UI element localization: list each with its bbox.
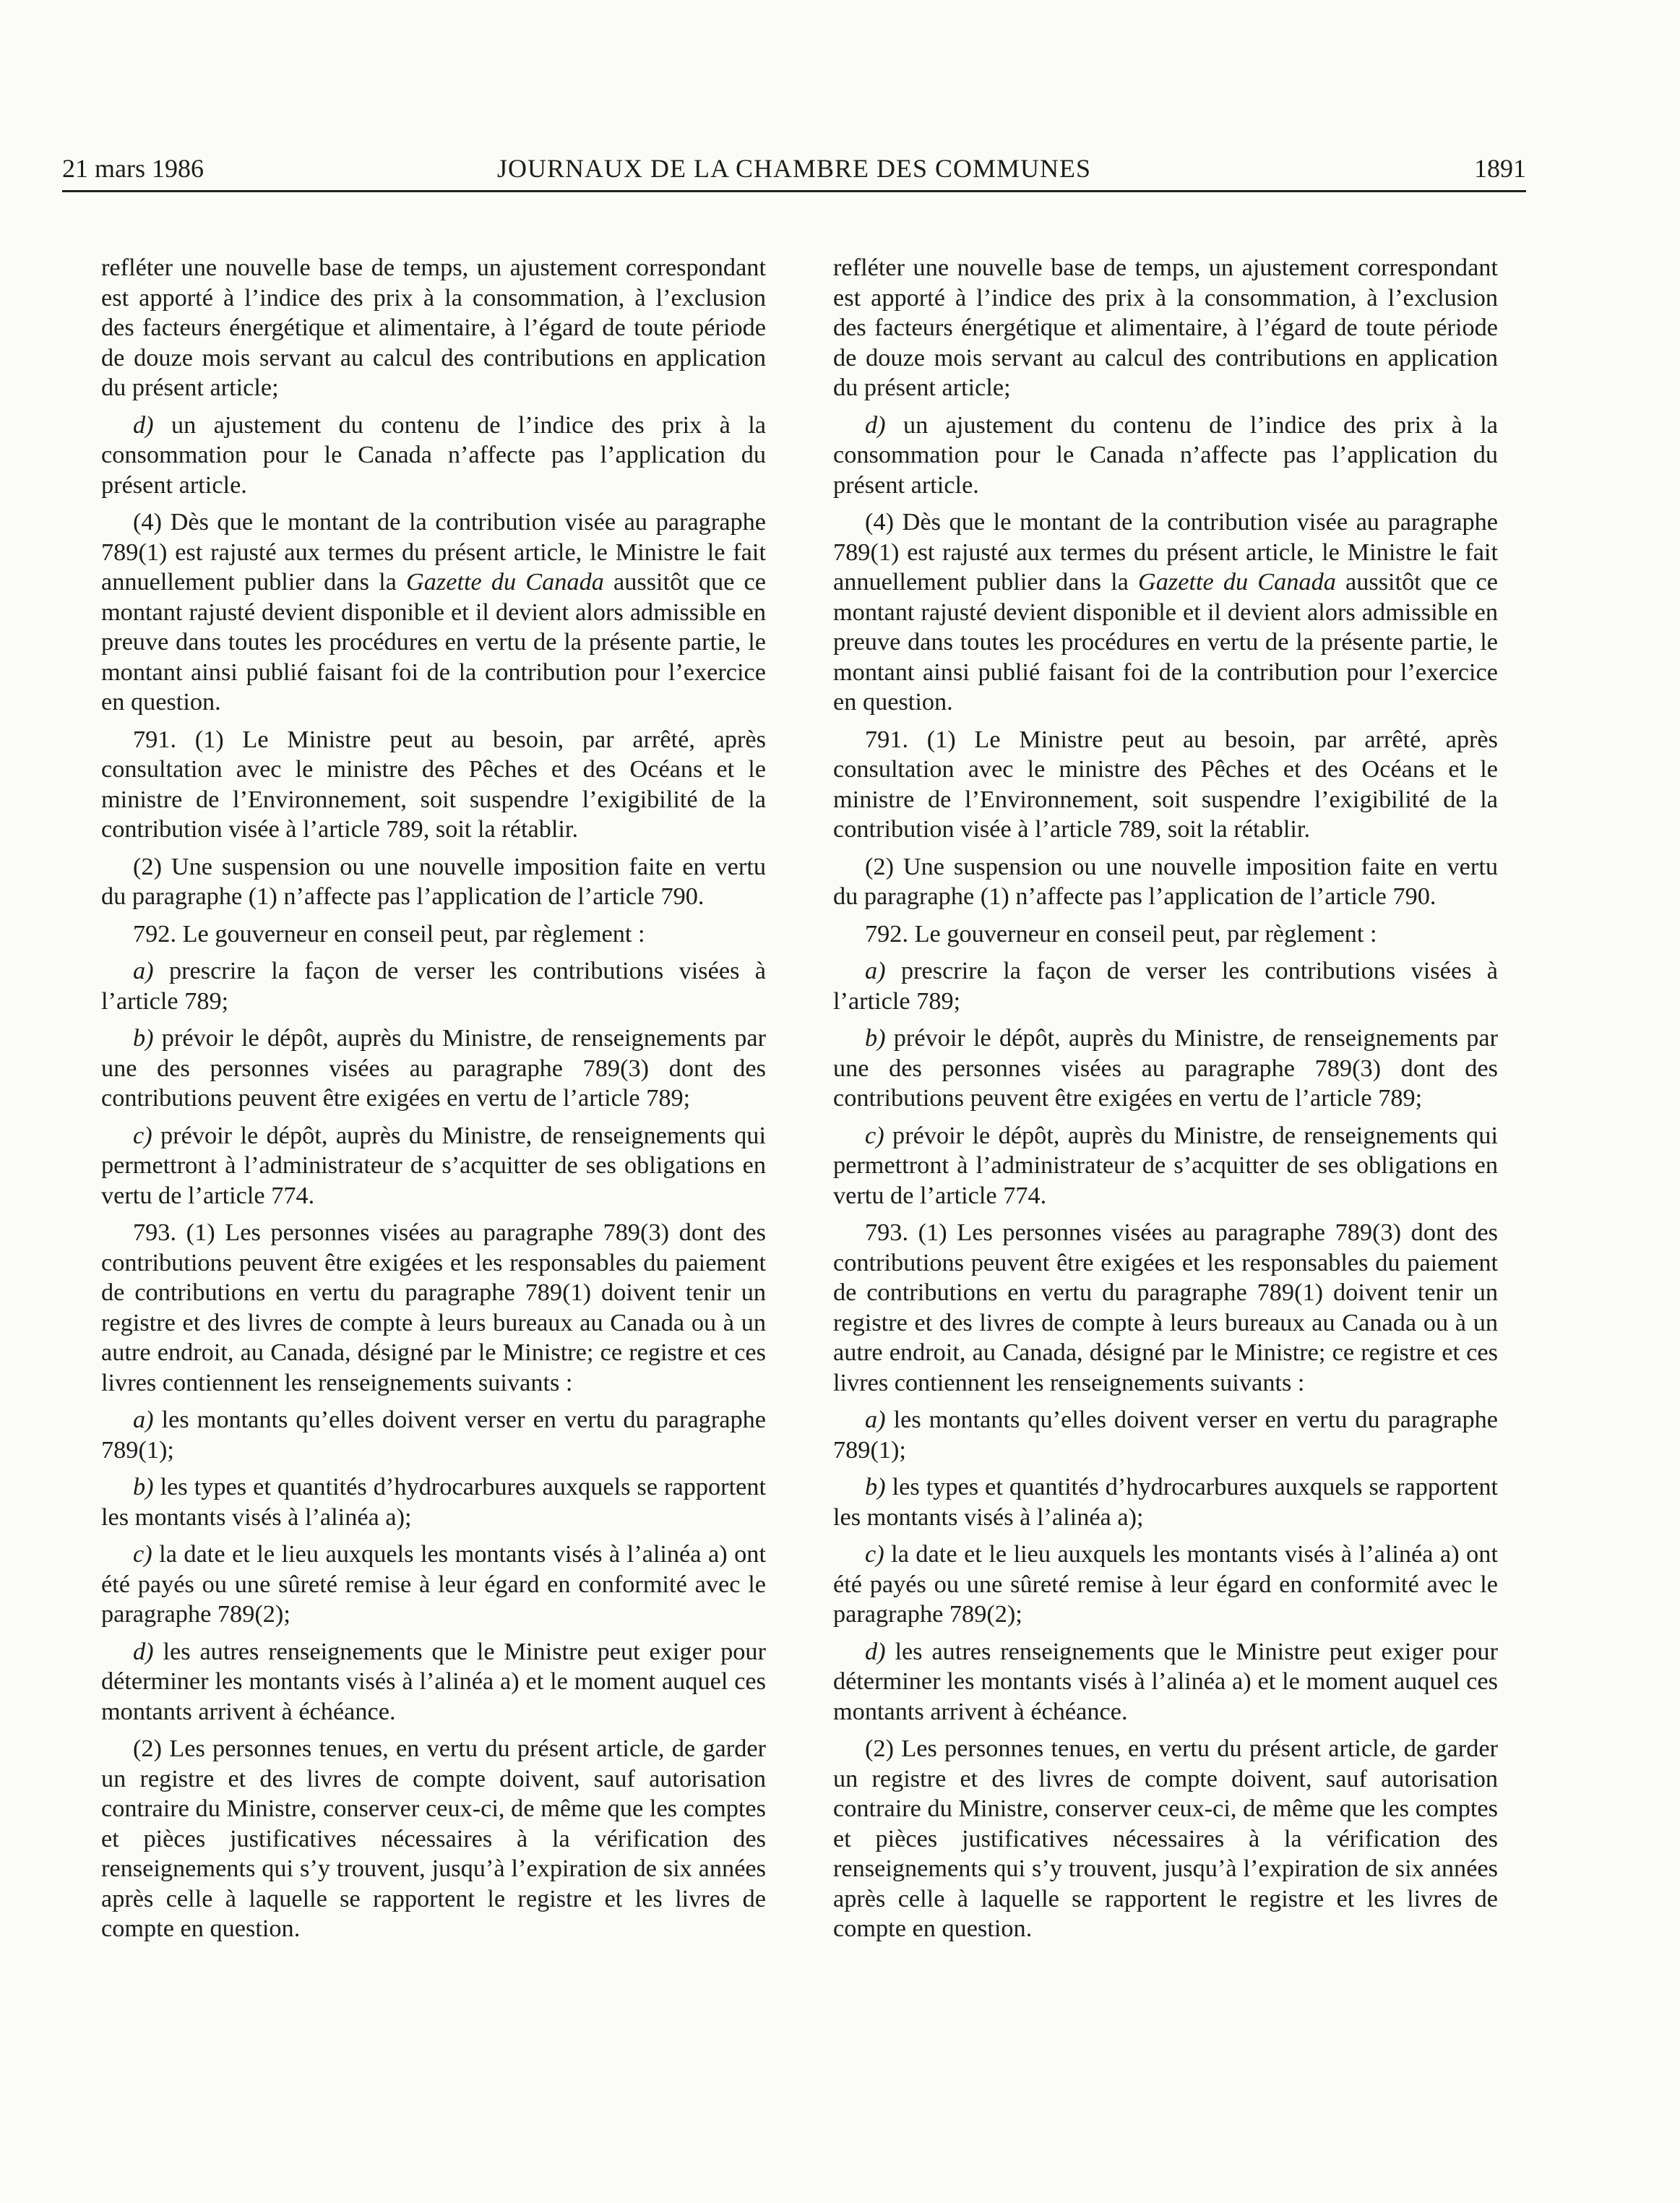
- italic-text: Gazette du Canada: [405, 568, 604, 596]
- paragraph: [101, 1734, 766, 1944]
- right-column: [833, 253, 1498, 1951]
- left-column: [101, 253, 766, 1951]
- paragraph-text-continued: prévoir le dépôt, auprès du Ministre, de renseignements par une des personnes visées au paragraphe 789(3) dont des contributions peuvent être exigées en vertu de l’article 789;: [101, 1024, 766, 1112]
- paragraph: [833, 919, 1498, 950]
- paragraph: [833, 1405, 1498, 1465]
- paragraph-text: (2) Les personnes tenues, en vertu du présent article, de garder un registre et des livres de compte doivent, sauf autorisation contraire du Ministre, conserver ceux-ci, de même que les comptes et pièces justificatives nécessaires à la vérification des renseignements qui s’y trouvent, jusqu’à l’expiration de six années après celle à laquelle se rapportent le registre et les livres de compte en question.: [833, 1735, 1498, 1942]
- paragraph-text-continued: les types et quantités d’hydrocarbures auxquels se rapportent les montants visés à l’alinéa a);: [101, 1473, 766, 1531]
- paragraph-text-continued: la date et le lieu auxquels les montants visés à l’alinéa a) ont été payés ou une sûreté remise à leur égard en conformité avec le paragraphe 789(2);: [833, 1540, 1498, 1628]
- paragraph-text: (4) Dès que le montant de la contribution visée au paragraphe 789(1) est rajusté aux termes du présent article, le Ministre le fait annuellement publier dans la: [833, 508, 1498, 596]
- paragraph: [833, 1218, 1498, 1398]
- paragraph: [101, 411, 766, 501]
- italic-text: a): [133, 957, 154, 984]
- paragraph: [833, 1023, 1498, 1114]
- italic-text: a): [865, 957, 886, 984]
- paragraph: [833, 1637, 1498, 1727]
- header-date: 21 mars 1986: [62, 154, 204, 183]
- paragraph: [833, 411, 1498, 501]
- italic-text: d): [133, 411, 154, 439]
- paragraph: [833, 852, 1498, 912]
- paragraph-text: (2) Une suspension ou une nouvelle imposition faite en vertu du paragraphe (1) n’affecte pas l’application de l’article 790.: [833, 852, 1498, 910]
- paragraph-text-continued: prévoir le dépôt, auprès du Ministre, de renseignements qui permettront à l’administrateur de s’acquitter de ses obligations en vertu de l’article 774.: [101, 1121, 766, 1209]
- paragraph-text: (2) Les personnes tenues, en vertu du présent article, de garder un registre et des livres de compte doivent, sauf autorisation contraire du Ministre, conserver ceux-ci, de même que les comptes et pièces justificatives nécessaires à la vérification des renseignements qui s’y trouvent, jusqu’à l’expiration de six années après celle à laquelle se rapportent le registre et les livres de compte en question.: [101, 1735, 766, 1942]
- paragraph: [101, 507, 766, 718]
- italic-text: b): [865, 1473, 886, 1500]
- paragraph: [833, 1539, 1498, 1630]
- paragraph: [833, 507, 1498, 718]
- italic-text: b): [133, 1473, 154, 1500]
- italic-text: d): [865, 1637, 886, 1665]
- paragraph: [101, 1121, 766, 1211]
- paragraph: [101, 1472, 766, 1532]
- paragraph: [101, 919, 766, 950]
- paragraph-text: 793. (1) Les personnes visées au paragraphe 789(3) dont des contributions peuvent être exigées et les responsables du paiement de contributions en vertu du paragraphe 789(1) doivent tenir un registre et des livres de compte à leurs bureaux au Canada ou à un autre endroit, au Canada, désigné par le Ministre; ce registre et ces livres contiennent les renseignements suivants :: [101, 1219, 766, 1396]
- paragraph: [833, 956, 1498, 1016]
- paragraph-text: refléter une nouvelle base de temps, un ajustement correspondant est apporté à l’indice des prix à la consommation, à l’exclusion des facteurs énergétique et alimentaire, à l’égard de toute période de douze mois servant au calcul des contributions en application du présent article;: [833, 254, 1498, 401]
- italic-text: c): [133, 1540, 152, 1568]
- page-number: 1891: [1474, 154, 1526, 183]
- paragraph-text: (2) Une suspension ou une nouvelle imposition faite en vertu du paragraphe (1) n’affecte pas l’application de l’article 790.: [101, 852, 766, 910]
- paragraph: [101, 1637, 766, 1727]
- paragraph-text-continued: prévoir le dépôt, auprès du Ministre, de renseignements qui permettront à l’administrateur de s’acquitter de ses obligations en vertu de l’article 774.: [833, 1121, 1498, 1209]
- paragraph-text-continued: aussitôt que ce montant rajusté devient disponible et il devient alors admissible en preuve dans toutes les procédures en vertu de la présente partie, le montant ainsi publié faisant foi de la contribution pour l’exercice en question.: [833, 568, 1498, 716]
- paragraph-text-continued: les types et quantités d’hydrocarbures auxquels se rapportent les montants visés à l’alinéa a);: [833, 1473, 1498, 1531]
- italic-text: c): [865, 1540, 884, 1568]
- paragraph: [101, 956, 766, 1016]
- paragraph: [101, 1539, 766, 1630]
- paragraph-text: 792. Le gouverneur en conseil peut, par règlement :: [133, 919, 645, 948]
- italic-text: c): [133, 1121, 152, 1149]
- paragraph: [833, 1734, 1498, 1944]
- italic-text: c): [865, 1121, 884, 1149]
- paragraph: [833, 1121, 1498, 1211]
- italic-text: b): [133, 1024, 154, 1052]
- italic-text: d): [133, 1637, 154, 1665]
- paragraph: [101, 1405, 766, 1465]
- paragraph-text: 793. (1) Les personnes visées au paragraphe 789(3) dont des contributions peuvent être exigées et les responsables du paiement de contributions en vertu du paragraphe 789(1) doivent tenir un registre et des livres de compte à leurs bureaux au Canada ou à un autre endroit, au Canada, désigné par le Ministre; ce registre et ces livres contiennent les renseignements suivants :: [833, 1219, 1498, 1396]
- paragraph: [101, 852, 766, 912]
- paragraph-text-continued: prescrire la façon de verser les contributions visées à l’article 789;: [101, 957, 766, 1015]
- paragraph-text-continued: les montants qu’elles doivent verser en vertu du paragraphe 789(1);: [101, 1406, 766, 1464]
- paragraph-text: 792. Le gouverneur en conseil peut, par règlement :: [865, 919, 1377, 948]
- paragraph: [833, 1472, 1498, 1532]
- paragraph-text-continued: aussitôt que ce montant rajusté devient disponible et il devient alors admissible en preuve dans toutes les procédures en vertu de la présente partie, le montant ainsi publié faisant foi de la contribution pour l’exercice en question.: [101, 568, 766, 716]
- paragraph-text-continued: les autres renseignements que le Ministre peut exiger pour déterminer les montants visés à l’alinéa a) et le moment auquel ces montants arrivent à échéance.: [101, 1637, 766, 1725]
- italic-text: a): [133, 1406, 154, 1433]
- paragraph-text-continued: un ajustement du contenu de l’indice des prix à la consommation pour le Canada n’affecte pas l’application du présent article.: [101, 411, 766, 499]
- paragraph-text-continued: un ajustement du contenu de l’indice des prix à la consommation pour le Canada n’affecte pas l’application du présent article.: [833, 411, 1498, 499]
- paragraph: [101, 725, 766, 845]
- paragraph: [101, 1218, 766, 1398]
- paragraph-text: refléter une nouvelle base de temps, un ajustement correspondant est apporté à l’indice des prix à la consommation, à l’exclusion des facteurs énergétique et alimentaire, à l’égard de toute période de douze mois servant au calcul des contributions en application du présent article;: [101, 254, 766, 401]
- paragraph: [101, 1023, 766, 1114]
- paragraph: [101, 253, 766, 403]
- paragraph-text-continued: les autres renseignements que le Ministre peut exiger pour déterminer les montants visés à l’alinéa a) et le moment auquel ces montants arrivent à échéance.: [833, 1637, 1498, 1725]
- paragraph-text-continued: les montants qu’elles doivent verser en vertu du paragraphe 789(1);: [833, 1406, 1498, 1464]
- journal-title: JOURNAUX DE LA CHAMBRE DES COMMUNES: [496, 154, 1092, 183]
- paragraph: [833, 253, 1498, 403]
- paragraph: [833, 725, 1498, 845]
- paragraph-text-continued: prévoir le dépôt, auprès du Ministre, de renseignements par une des personnes visées au paragraphe 789(3) dont des contributions peuvent être exigées en vertu de l’article 789;: [833, 1024, 1498, 1112]
- paragraph-text: 791. (1) Le Ministre peut au besoin, par arrêté, après consultation avec le ministre des Pêches et des Océans et le ministre de l’Environnement, soit suspendre l’exigibilité de la contribution visée à l’article 789, soit la rétablir.: [833, 725, 1498, 843]
- italic-text: a): [865, 1406, 886, 1433]
- running-header: [62, 154, 1526, 192]
- italic-text: b): [865, 1024, 886, 1052]
- italic-text: d): [865, 411, 886, 439]
- paragraph-text: 791. (1) Le Ministre peut au besoin, par arrêté, après consultation avec le ministre des Pêches et des Océans et le ministre de l’Environnement, soit suspendre l’exigibilité de la contribution visée à l’article 789, soit la rétablir.: [101, 725, 766, 843]
- italic-text: Gazette du Canada: [1137, 568, 1336, 596]
- paragraph-text-continued: prescrire la façon de verser les contributions visées à l’article 789;: [833, 957, 1498, 1015]
- paragraph-text: (4) Dès que le montant de la contribution visée au paragraphe 789(1) est rajusté aux termes du présent article, le Ministre le fait annuellement publier dans la: [101, 508, 766, 596]
- paragraph-text-continued: la date et le lieu auxquels les montants visés à l’alinéa a) ont été payés ou une sûreté remise à leur égard en conformité avec le paragraphe 789(2);: [101, 1540, 766, 1628]
